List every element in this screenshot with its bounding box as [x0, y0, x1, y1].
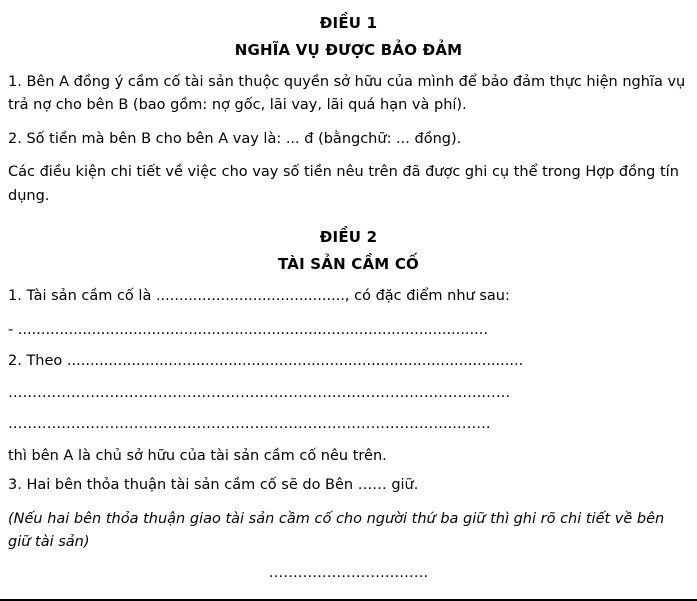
article-2-subtitle: TÀI SẢN CẦM CỐ — [278, 254, 419, 273]
article-1-paragraph-1: 1. Bên A đồng ý cầm cố tài sản thuộc quyền sở hữu của mình để bảo đảm thực hiện nghĩa vụ trả nợ cho bên B (bao gồm: nợ gốc, lãi vay, lãi quá hạn và phí). — [8, 74, 686, 114]
article-2-trailing-dots: …………………………… — [268, 564, 429, 581]
article-1-title: ĐIỀU 1 — [319, 14, 378, 32]
article-2-blank-line-3: ………………………………………………………………………………...……. — [8, 416, 491, 433]
article-1-paragraph-3: Các điều kiện chi tiết về việc cho vay số tiền nêu trên đã được ghi cụ thể trong Hợp đồng tín dụng. — [8, 164, 679, 204]
article-1-subtitle: NGHĨA VỤ ĐƯỢC BẢO ĐẢM — [234, 40, 463, 59]
article-2-paragraph-3: thì bên A là chủ sở hữu của tài sản cầm cố nêu trên. — [8, 447, 387, 464]
article-2-blank-line-2: ……………………………………………………………………………………..…… — [8, 384, 511, 401]
article-2-paragraph-2: 2. Theo ................................................................................................... — [8, 353, 524, 370]
article-2-note: (Nếu hai bên thỏa thuận giao tài sản cầm cố cho người thứ ba giữ thì ghi rõ chi tiết về bên giữ tài sản) — [8, 510, 665, 551]
article-1-paragraph-2: 2. Số tiền mà bên B cho bên A vay là: ... đ (bằngchữ: ... đồng). — [8, 130, 462, 147]
article-2-paragraph-4: 3. Hai bên thỏa thuận tài sản cầm cố sẽ do Bên …… giữ. — [8, 477, 419, 494]
article-2-paragraph-1: 1. Tài sản cầm cố là ........................................., có đặc điểm như sau: — [8, 288, 510, 305]
article-2-blank-line-1: - ...................................................................................................... — [8, 321, 488, 338]
article-2-title: ĐIỀU 2 — [319, 228, 378, 247]
